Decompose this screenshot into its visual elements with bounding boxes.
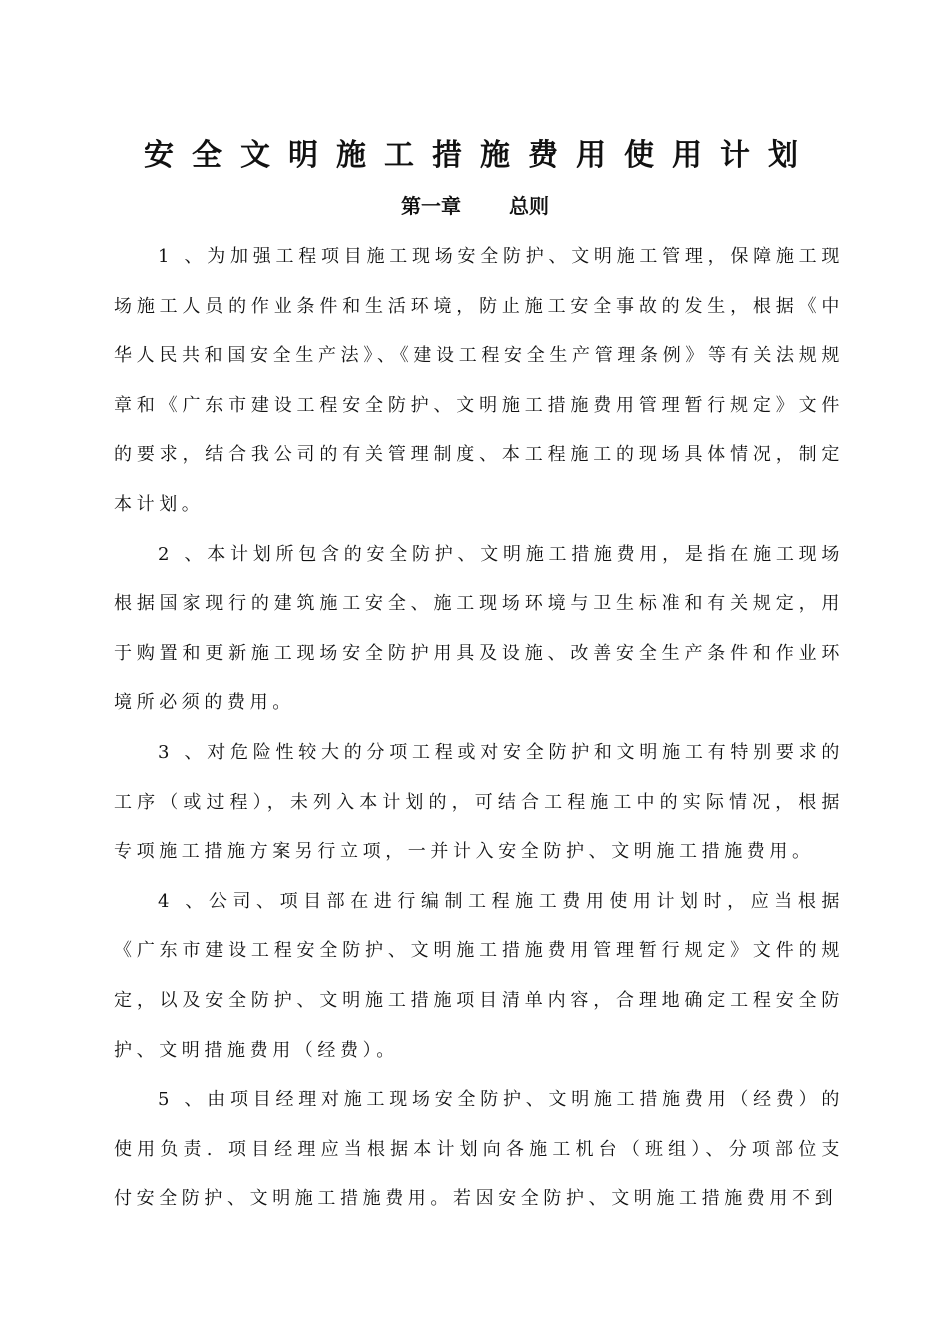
paragraph-4: 4 、公司、项目部在进行编制工程施工费用使用计划时，应当根据《广东市建设工程安全防护、文明施工措施费用管理暂行规定》文件的规定，以及安全防护、文明施工措施项目清单内容，合理地确定工程安全防护、文明措施费用（经费）。 — [114, 890, 844, 1061]
paragraph-3: 3 、对危险性较大的分项工程或对安全防护和文明施工有特别要求的工序（或过程），未列入本计划的，可结合工程施工中的实际情况，根据专项施工措施方案另行立项，一并计入安全防护、文明施工措施费用。 — [114, 741, 844, 863]
paragraph-5: 5 、由项目经理对施工现场安全防护、文明施工措施费用（经费）的使用负责. 项目经理应当根据本计划向各施工机台（班组）、分项部位支付安全防护、文明施工措施费用。若因安全防护、文明施工措施费用不到 — [114, 1089, 844, 1210]
chapter-name: 总则 — [509, 194, 549, 218]
document-body — [114, 232, 844, 1224]
paragraph-1: 1 、为加强工程项目施工现场安全防护、文明施工管理，保障施工现场施工人员的作业条件和生活环境，防止施工安全事故的发生，根据《中华人民共和国安全生产法》、《建设工程安全生产管理条例》等有关法规规章和《广东市建设工程安全防护、文明施工措施费用管理暂行规定》文件的要求，结合我公司的有关管理制度、本工程施工的现场具体情况，制定本计划。 — [114, 246, 844, 515]
chapter-heading — [0, 188, 950, 224]
paragraph-2: 2 、本计划所包含的安全防护、文明施工措施费用，是指在施工现场根据国家现行的建筑施工安全、施工现场环境与卫生标准和有关规定，用于购置和更新施工现场安全防护用具及设施、改善安全生产条件和作业环境所必须的费用。 — [114, 543, 844, 714]
chapter-number: 第一章 — [401, 194, 461, 218]
document-title: 安全文明施工措施费用使用计划 — [144, 138, 816, 173]
